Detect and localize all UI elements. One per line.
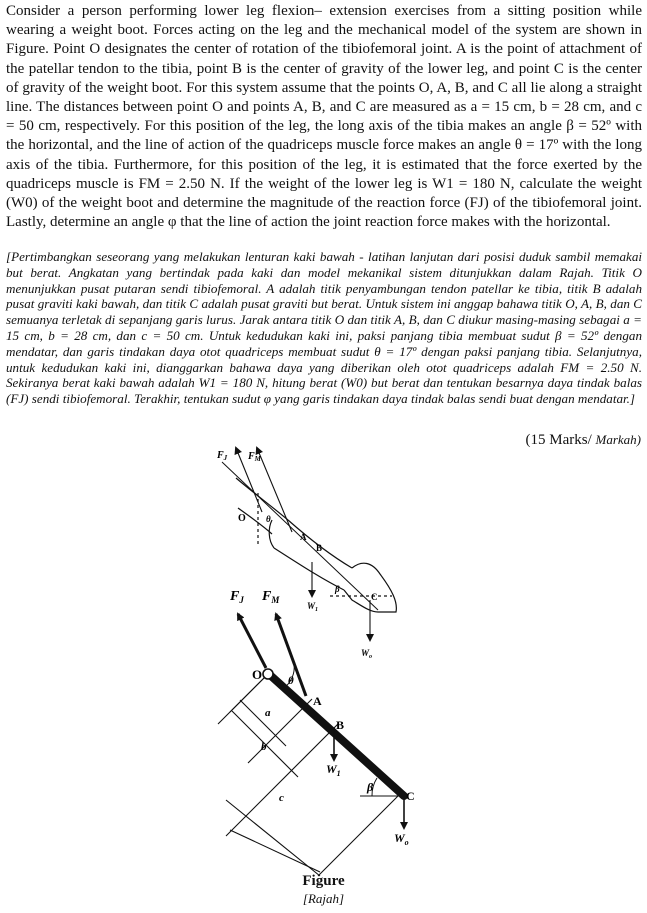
- wo-label: $W_o$: [394, 831, 409, 847]
- sketch-b-label: B: [316, 543, 323, 553]
- dim-b-label: b: [261, 741, 267, 753]
- question-malay: [Pertimbangkan seseorang yang melakukan lenturan kaki bawah - latihan lanjutan dari posisi duduk sambil memakai but berat. Angkatan yang bertindak pada kaki dan model mekanikal sistem ditunjukkan dalam Rajah. Titik O menunjukkan pusat putaran sendi tibiofemoral. A adalah titik penyambungan tendon patellar ke tibia, titik B adalah pusat graviti kaki bawah, dan titik C adalah pusat graviti but berat. Untuk sistem ini anggap bahawa titik O, A, B, dan C semuanya terletak di sepanjang garis lurus. Jarak antara titik O dan titik A, B, dan C diukur masing-masing sebagai a = 15 cm, b = 28 cm, dan c = 50 cm. Untuk kedudukan kaki ini, paksi panjang tibia membuat sudut β = 52º dengan mendatar, dan garis tindakan daya otot quadriceps membuat sudut θ = 17º dengan paksi panjang tibia. Selanjutnya, untuk kedudukan kaki ini, dianggarkan bahawa daya yang diberikan oleh otot quadriceps adalah FM = 2.50 N. Sekiranya berat kaki bawah adalah W1 = 180 N, hitung berat (W0) but berat dan tentukan besarnya daya tindak balas (FJ) sendi tibiofemoral. Terakhir, tentukan sudut φ yang garis tindakan daya tindak balas sendi buat dengan mendatar.]: [6, 249, 642, 407]
- lower-leg-outline: [274, 520, 352, 590]
- thigh-outline: [236, 478, 288, 534]
- sketch-fm-arrow: [257, 448, 292, 532]
- a-label: A: [313, 694, 322, 708]
- sketch-o-label: O: [238, 513, 246, 524]
- fj-label: $F_J$: [230, 589, 244, 605]
- beta-label: β: [367, 780, 374, 794]
- sketch-a-label: A: [300, 532, 307, 542]
- w1-label: $W_1$: [326, 762, 341, 778]
- sketch-c-label: C: [371, 592, 378, 602]
- fm-label: $F_M$: [262, 589, 280, 605]
- sketch-fj-label: $F_J$: [217, 450, 228, 462]
- sketch-beta-label: β: [335, 584, 340, 594]
- dim-c-label: c: [279, 792, 284, 804]
- dim-c-ext-o: [218, 675, 267, 724]
- sketch-theta-label: θ: [266, 514, 271, 524]
- dim-b-ext: [218, 724, 226, 800]
- figure-subtitle: [Rajah]: [302, 891, 345, 906]
- c-label: C: [406, 789, 415, 803]
- fj-arrow: [238, 614, 266, 668]
- sketch-w1-label: $W_1$: [307, 601, 319, 613]
- marks-english: (15 Marks/: [525, 432, 592, 448]
- joint-o-circle: [263, 669, 273, 679]
- theta-label: θ: [288, 675, 294, 687]
- question-english: Consider a person performing lower leg flexion– extension exercises from a sitting position while wearing a weight boot. Forces acting on the leg and the mechanical model of the system are shown in Figure. Point O designates the center of rotation of the tibiofemoral joint. A is the point of attachment of the patellar tendon to the tibia, point B is the center of gravity of the lower leg, and point C is the center of gravity of the weight boot. For this system assume that the points O, A, B, and C all lie along a straight line. The distances between point O and points A, B, and C are measured as a = 15 cm, b = 28 cm, and c = 50 cm, respectively. For this position of the leg, the long axis of the tibia makes an angle β = 52º with the horizontal, and the line of action of the quadriceps muscle force makes an angle θ = 17º with the long axis of the tibia. Furthermore, for this position of the leg, it is estimated that the force exerted by the quadriceps muscle is FM = 2.50 N. If the weight of the lower leg is W1 = 180 N, calculate the weight (W0) of the weight boot and determine the magnitude of the reaction force (FJ) of the tibiofemoral joint. Lastly, determine an angle φ that the line of action the joint reaction force makes with the horizontal.: [6, 3, 642, 231]
- figure-title: Figure: [302, 873, 345, 889]
- sketch-wo-label: $W_o$: [361, 648, 373, 660]
- sketch-fm-label: $F_M$: [248, 451, 261, 463]
- b-label: B: [336, 718, 345, 732]
- dim-c-line: [226, 800, 320, 876]
- o-label: O: [252, 667, 263, 682]
- dim-a-label: a: [265, 707, 271, 719]
- marks-malay: Markah): [595, 432, 641, 447]
